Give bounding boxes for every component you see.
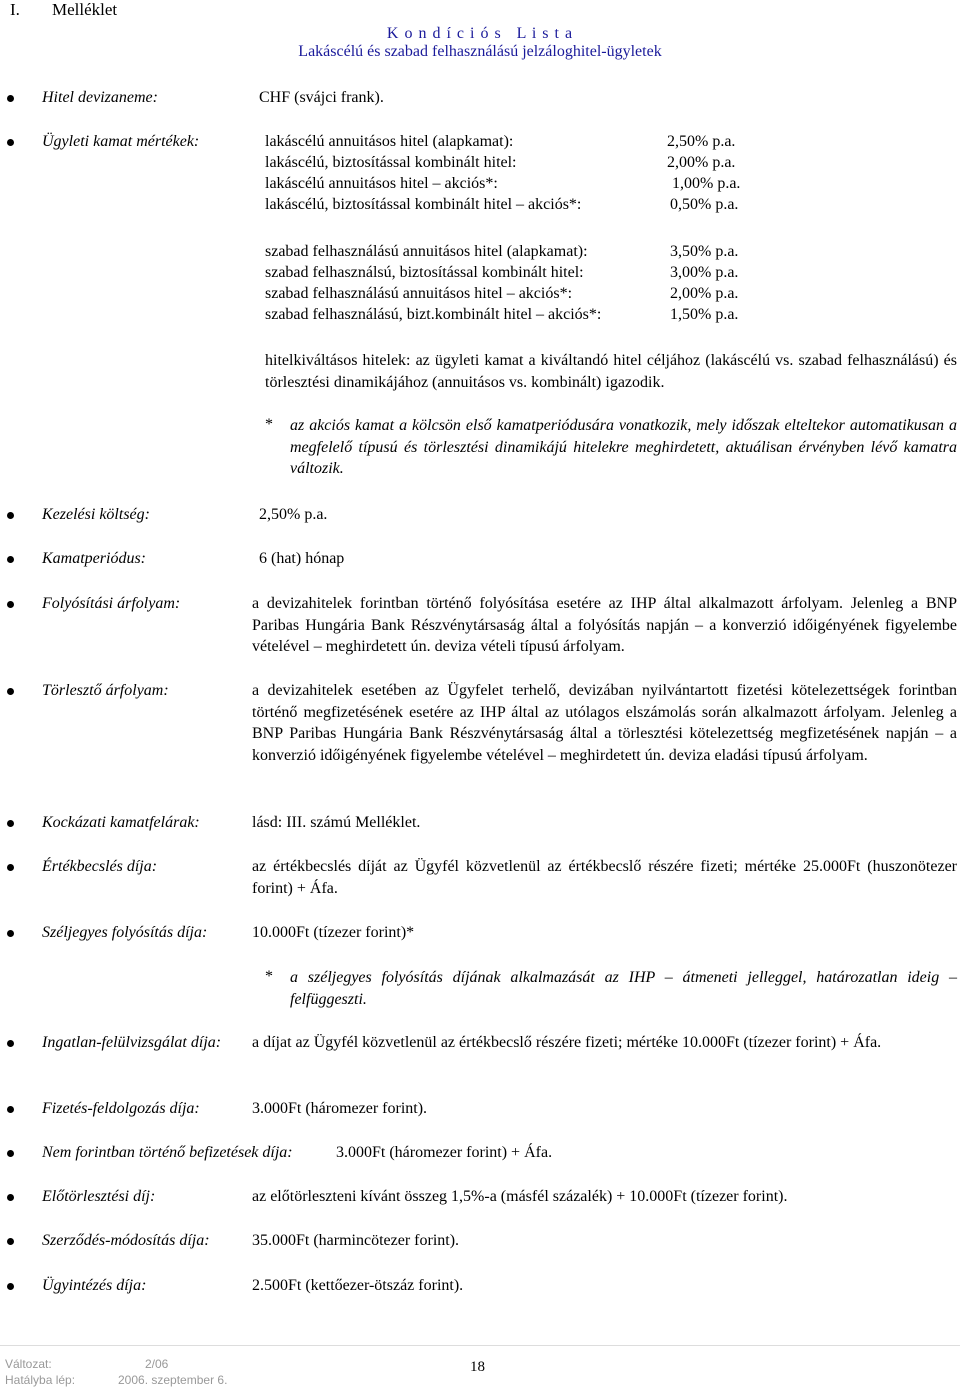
bullet: [7, 601, 14, 608]
document-title: K o n d í c i ó s L i s t a: [386, 25, 574, 42]
szeljegy-footnote: a széljegyes folyósítás díjának alkalmazását az IHP – átmeneti jelleggel, határozatlan ideig – felfüggeszti.: [290, 969, 957, 1008]
currency-value: CHF (svájci frank).: [259, 89, 384, 106]
rate-value: 3,00% p.a.: [670, 264, 739, 281]
item-value: 3.000Ft (háromezer forint).: [252, 1100, 428, 1117]
rate-value: 1,50% p.a.: [670, 306, 739, 323]
annex-label: Melléklet: [52, 0, 118, 19]
item-value: 2,50% p.a.: [259, 506, 328, 523]
bullet: [7, 1238, 14, 1245]
bullet: [7, 556, 14, 563]
item-value: a devizahitelek esetében az Ügyfelet terhelő, devizában nyilvántartott fizetési kötelezettségek forintban történő megfizetésének esetére az IHP által az utólagos elszámolás során alkalmazott árfolyam. Jelenleg a BNP Paribas Hungária Bank Részvénytársaság által a törlesztési kötelezettség megfizetésének napján – a konverzió időigényének figyelembe vételével – meghirdetett ún. deviza eladási típusú árfolyam.: [252, 682, 957, 764]
bullet: [7, 1194, 14, 1201]
bullet: [7, 1283, 14, 1290]
item-value: 3.000Ft (háromezer forint) + Áfa.: [336, 1144, 553, 1161]
item-value: a devizahitelek forintban történő folyósítása esetére az IHP által alkalmazott árfolyam. Jelenleg a BNP Paribas Hungária Bank Részvénytársaság által a folyósítás napján – a konverzió időigényének figyelembe vételével – meghirdetett ún. deviza vételi típusú árfolyam.: [252, 595, 957, 655]
item-value: a díjat az Ügyfél közvetlenül az értékbecslő részére fizeti; mértéke 10.000Ft (tízezer forint) + Áfa.: [252, 1034, 882, 1051]
item-label: Törlesztő árfolyam:: [42, 682, 169, 699]
promo-footnote: az akciós kamat a kölcsön első kamatperiódusára vonatkozik, mely időszak elteltekor automatikusan a megfelelő típusú és törlesztési dinamikájú hitelekre meghirdetett, aktuálisan érvényben lévő kamatra változik.: [290, 417, 957, 477]
item-label: Ingatlan-felülvizsgálat díja:: [42, 1034, 222, 1051]
refinance-note: hitelkiváltásos hitelek: az ügyleti kamat a kiváltandó hitel céljához (lakáscélú vs. szabad felhasználású) és törlesztési dinamikájához (annuitásos vs. kombinált) igazodik.: [265, 352, 957, 391]
section-number: I.: [10, 0, 20, 19]
footer-divider: [0, 1345, 960, 1346]
rate-name: lakáscélú annuitásos hitel (alapkamat):: [265, 133, 514, 150]
item-value: 10.000Ft (tízezer forint)*: [252, 924, 415, 941]
item-label: Nem forintban történő befizetések díja:: [42, 1144, 293, 1161]
version-label: Változat:: [5, 1357, 52, 1371]
rate-name: szabad felhasználsú, biztosítással kombinált hitel:: [265, 264, 584, 281]
item-label: Kamatperiódus:: [42, 550, 146, 567]
page-number: 18: [470, 1359, 485, 1375]
rate-value: 2,00% p.a.: [670, 285, 739, 302]
item-label: Kockázati kamatfelárak:: [42, 814, 200, 831]
rate-name: lakáscélú, biztosítással kombinált hitel – akciós*:: [265, 196, 582, 213]
item-value: 35.000Ft (harmincötezer forint).: [252, 1232, 460, 1249]
item-label: Fizetés-feldolgozás díja:: [42, 1100, 200, 1117]
item-label: Folyósítási árfolyam:: [42, 595, 181, 612]
item-value: az előtörleszteni kívánt összeg 1,5%-a (másfél százalék) + 10.000Ft (tízezer forint).: [252, 1188, 788, 1205]
effective-value: 2006. szeptember 6.: [118, 1373, 228, 1387]
rate-value: 2,00% p.a.: [667, 154, 736, 171]
item-value: lásd: III. számú Melléklet.: [252, 814, 421, 831]
bullet: [7, 512, 14, 519]
rate-value: 0,50% p.a.: [670, 196, 739, 213]
item-label: Ügyintézés díja:: [42, 1277, 147, 1294]
rate-value: 1,00% p.a.: [672, 175, 741, 192]
bullet: [7, 1150, 14, 1157]
rate-value: 2,50% p.a.: [667, 133, 736, 150]
effective-label: Hatályba lép:: [5, 1373, 76, 1387]
item-label: Szerződés-módosítás díja:: [42, 1232, 210, 1249]
item-value: az értékbecslés díját az Ügyfél közvetlenül az értékbecslő részére fizeti; mértéke 25.000Ft (huszonötezer forint) + Áfa.: [252, 858, 957, 897]
rate-name: szabad felhasználású, bizt.kombinált hitel – akciós*:: [265, 306, 602, 323]
rate-name: szabad felhasználású annuitásos hitel – akciós*:: [265, 285, 573, 302]
item-value: 6 (hat) hónap: [259, 550, 345, 567]
footnote-star: *: [265, 416, 273, 433]
bullet: [7, 864, 14, 871]
rate-name: lakáscélú, biztosítással kombinált hitel:: [265, 154, 517, 171]
rate-value: 3,50% p.a.: [670, 243, 739, 260]
bullet: [7, 139, 14, 146]
item-value: 2.500Ft (kettőezer-ötszáz forint).: [252, 1277, 464, 1294]
bullet: [7, 930, 14, 937]
footnote-star: *: [265, 968, 273, 985]
rate-name: lakáscélú annuitásos hitel – akciós*:: [265, 175, 498, 192]
bullet: [7, 1106, 14, 1113]
item-label: Előtörlesztési díj:: [42, 1188, 156, 1205]
currency-label: Hitel devizaneme:: [42, 89, 158, 106]
bullet: [7, 1040, 14, 1047]
version-value: 2/06: [145, 1357, 169, 1371]
item-label: Széljegyes folyósítás díja:: [42, 924, 208, 941]
document-subtitle: Lakáscélú és szabad felhasználású jelzáloghitel-ügyletek: [298, 43, 662, 60]
bullet: [7, 95, 14, 102]
rate-name: szabad felhasználású annuitásos hitel (alapkamat):: [265, 243, 588, 260]
bullet: [7, 820, 14, 827]
bullet: [7, 688, 14, 695]
item-label: Kezelési költség:: [42, 506, 150, 523]
item-label: Értékbecslés díja:: [42, 858, 158, 875]
interest-label: Ügyleti kamat mértékek:: [42, 133, 200, 150]
